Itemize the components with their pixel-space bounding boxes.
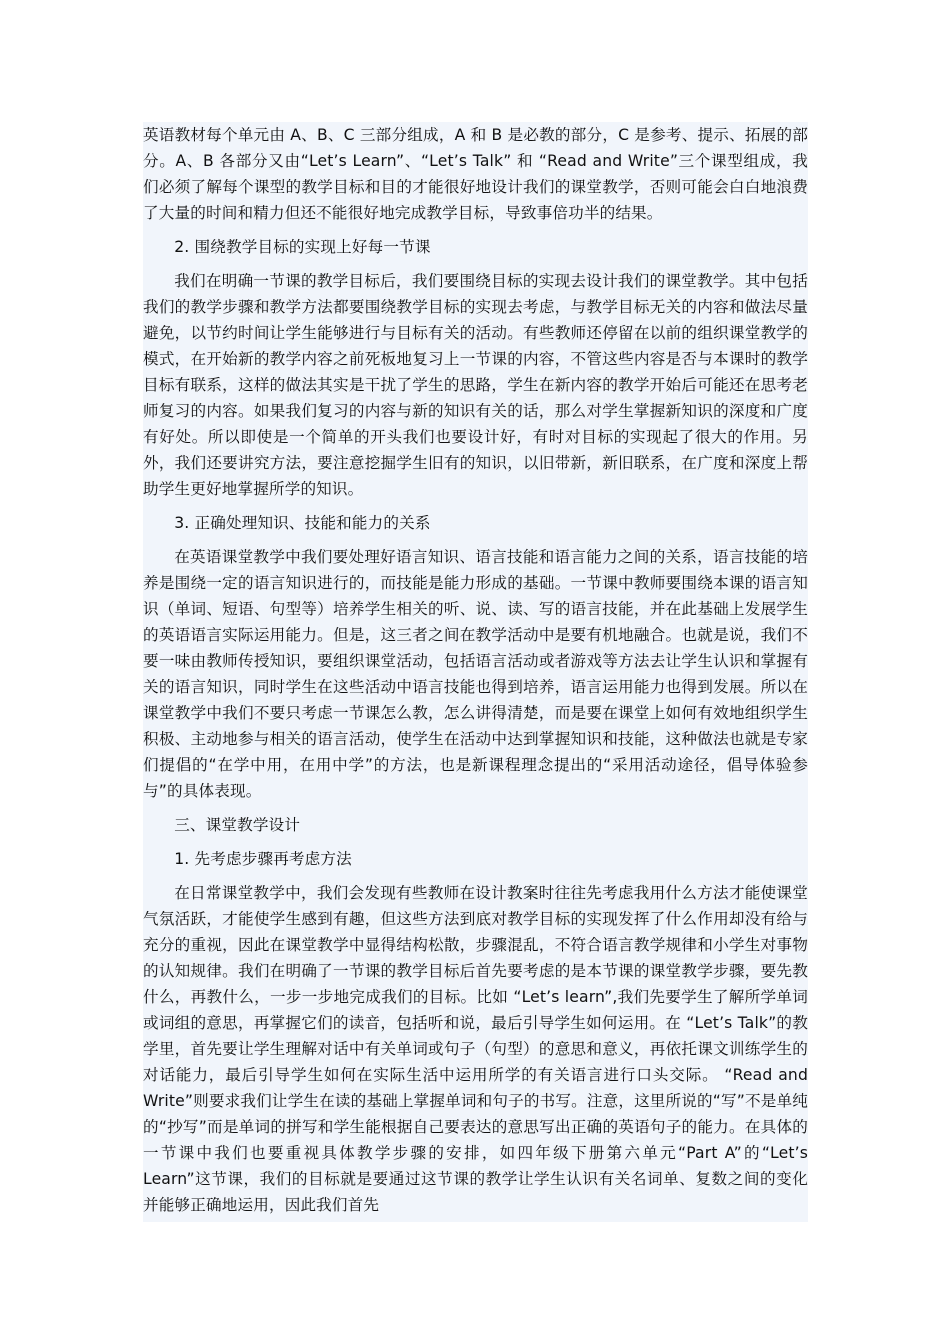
chapter-heading-classroom-design: 三、课堂教学设计	[174, 816, 301, 834]
body-paragraph: 在英语课堂教学中我们要处理好语言知识、语言技能和语言能力之间的关系，语言技能的培养是围绕一定的语言知识进行的，而技能是能力形成的基础。一节课中教师要围绕本课的语言知识（单词、短语、句型等）培养学生相关的听、说、读、写的语言技能，并在此基础上发展学生的英语语言实际运用能力。但是，这三者之间在教学活动中是要有机地融合。也就是说，我们不要一味由教师传授知识，要组织课堂活动，包括语言活动或者游戏等方法去让学生认识和掌握有关的语言知识，同时学生在这些活动中语言技能也得到培养，语言运用能力也得到发展。所以在课堂教学中我们不要只考虑一节课怎么教，怎么讲得清楚，而是要在课堂上如何有效地组织学生积极、主动地参与相关的语言活动，使学生在活动中达到掌握知识和技能，这种做法也就是专家们提倡的“在学中用，在用中学”的方法，也是新课程理念提出的“采用活动途径，倡导体验参与”的具体表现。	[143, 548, 808, 800]
document-page	[143, 122, 808, 1222]
section-heading-1: 1. 先考虑步骤再考虑方法	[174, 850, 352, 868]
body-paragraph: 我们在明确一节课的教学目标后，我们要围绕目标的实现去设计我们的课堂教学。其中包括我们的教学步骤和教学方法都要围绕教学目标的实现去考虑，与教学目标无关的内容和做法尽量避免，以节约时间让学生能够进行与目标有关的活动。有些教师还停留在以前的组织课堂教学的模式，在开始新的教学内容之前死板地复习上一节课的内容，不管这些内容是否与本课时的教学目标有联系，这样的做法其实是干扰了学生的思路，学生在新内容的教学开始后可能还在思考老师复习的内容。如果我们复习的内容与新的知识有关的话，那么对学生掌握新知识的深度和广度有好处。所以即使是一个简单的开头我们也要设计好，有时对目标的实现起了很大的作用。另外，我们还要讲究方法，要注意挖掘学生旧有的知识，以旧带新，新旧联系，在广度和深度上帮助学生更好地掌握所学的知识。	[143, 272, 808, 498]
section-heading-2: 2. 围绕教学目标的实现上好每一节课	[174, 238, 431, 256]
section-heading-3: 3. 正确处理知识、技能和能力的关系	[174, 514, 431, 532]
body-paragraph: 在日常课堂教学中，我们会发现有些教师在设计教案时往往先考虑我用什么方法才能使课堂气氛活跃，才能使学生感到有趣，但这些方法到底对教学目标的实现发挥了什么作用却没有给与充分的重视，因此在课堂教学中显得结构松散，步骤混乱，不符合语言教学规律和小学生对事物的认知规律。我们在明确了一节课的教学目标后首先要考虑的是本节课的课堂教学步骤，要先教什么，再教什么，一步一步地完成我们的目标。比如 “Let’s learn”,我们先要学生了解所学单词或词组的意思，再掌握它们的读音，包括听和说，最后引导学生如何运用。在 “Let’s Talk”的教学里，首先要让学生理解对话中有关单词或句子（句型）的意思和意义，再依托课文训练学生的对话能力，最后引导学生如何在实际生活中运用所学的有关语言进行口头交际。 “Read and Write”则要求我们让学生在读的基础上掌握单词和句子的书写。注意，这里所说的“写”不是单纯的“抄写”而是单词的拼写和学生能根据自己要表达的意思写出正确的英语句子的能力。在具体的一节课中我们也要重视具体教学步骤的安排，如四年级下册第六单元“Part A”的“Let’s Learn”这节课，我们的目标就是要通过这节课的教学让学生认识有关名词单、复数之间的变化并能够正确地运用，因此我们首先	[143, 884, 808, 1214]
body-paragraph-continued: 英语教材每个单元由 A、B、C 三部分组成，A 和 B 是必教的部分，C 是参考、提示、拓展的部分。A、B 各部分又由“Let’s Learn”、“Let’s Talk” 和 “Read and Write”三个课型组成，我们必须了解每个课型的教学目标和目的才能很好地设计我们的课堂教学，否则可能会白白地浪费了大量的时间和精力但还不能很好地完成教学目标，导致事倍功半的结果。	[143, 126, 808, 222]
